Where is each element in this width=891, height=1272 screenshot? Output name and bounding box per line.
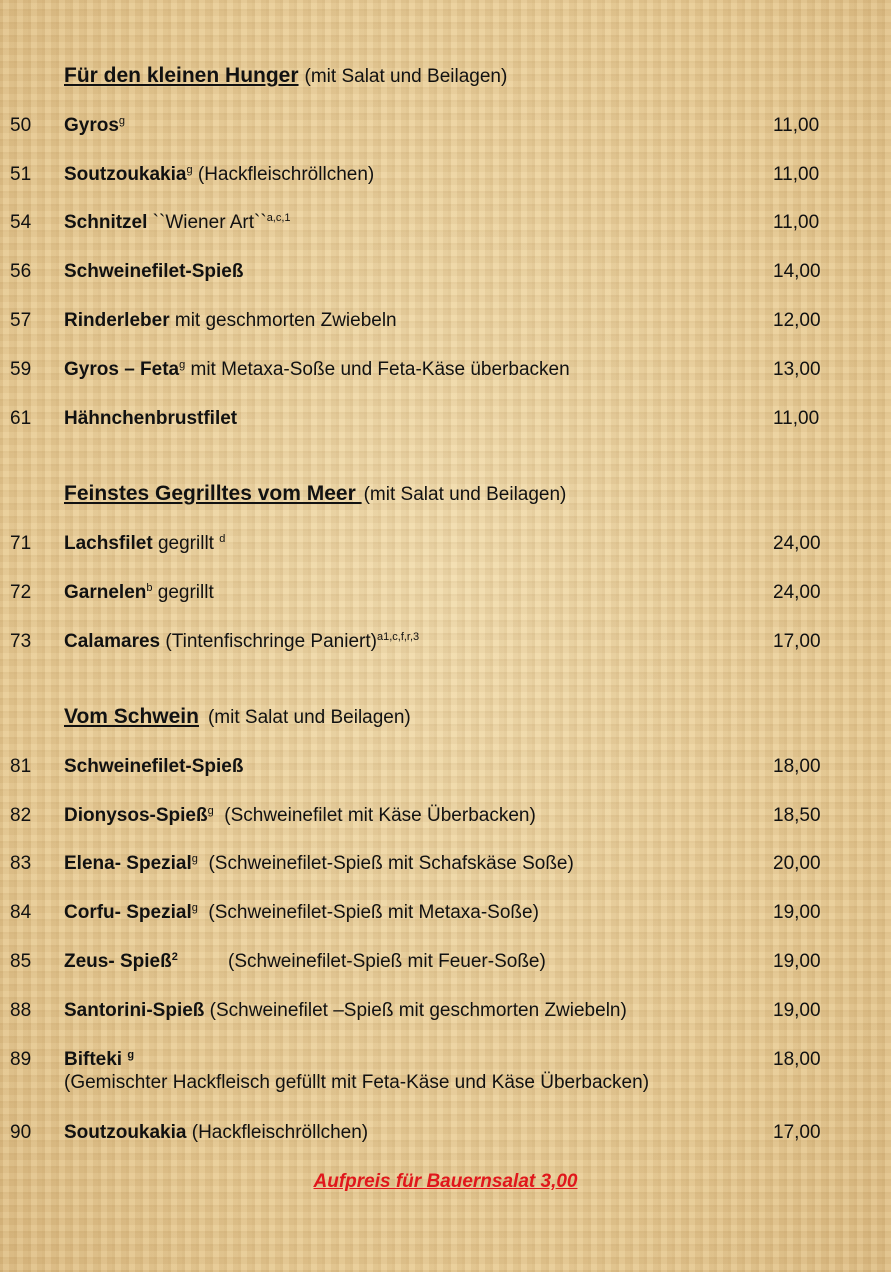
item-name: Corfu- Spezial xyxy=(64,902,192,923)
allergen-code: g xyxy=(191,902,198,914)
item-price: 19,00 xyxy=(773,1000,821,1021)
item-description: ``Wiener Art`` xyxy=(147,212,267,233)
menu-item xyxy=(0,853,891,883)
item-name: Bifteki xyxy=(64,1049,128,1070)
item-number: 89 xyxy=(10,1049,32,1070)
item-description: mit geschmorten Zwiebeln xyxy=(169,310,397,331)
item-price: 19,00 xyxy=(773,902,821,923)
section-title: Feinstes Gegrilltes vom Meer xyxy=(64,482,362,505)
item-name: Soutzoukakia xyxy=(64,164,187,185)
allergen-code: d xyxy=(219,533,226,545)
item-number: 85 xyxy=(10,951,32,972)
item-number: 54 xyxy=(10,212,32,233)
item-name: Schweinefilet-Spieß xyxy=(64,756,244,777)
item-price: 19,00 xyxy=(773,951,821,972)
section-heading xyxy=(64,705,411,729)
item-description: gegrillt xyxy=(152,533,220,554)
item-description: (Tintenfischringe Paniert) xyxy=(160,631,377,652)
item-number: 90 xyxy=(10,1122,32,1143)
section-title: Vom Schwein xyxy=(64,705,199,728)
item-name: Santorini-Spieß xyxy=(64,1000,205,1021)
menu-item xyxy=(0,805,891,835)
menu-item xyxy=(0,310,891,340)
menu-item xyxy=(0,1049,891,1103)
item-number: 84 xyxy=(10,902,32,923)
item-price: 18,00 xyxy=(773,756,821,777)
item-price: 11,00 xyxy=(773,212,820,233)
item-description: (Schweinefilet-Spieß mit Schafskäse Soße) xyxy=(197,853,574,874)
item-name: Dionysos-Spieß xyxy=(64,805,208,826)
item-price: 17,00 xyxy=(773,631,821,652)
section-note: (mit Salat und Beilagen) xyxy=(363,484,567,505)
item-name: Schnitzel xyxy=(64,212,148,233)
item-number: 51 xyxy=(10,164,32,185)
item-price: 20,00 xyxy=(773,853,821,874)
item-number: 50 xyxy=(10,115,32,136)
item-name: Calamares xyxy=(64,631,161,652)
allergen-code: g xyxy=(191,853,198,865)
item-price: 11,00 xyxy=(773,408,820,429)
section-note: (mit Salat und Beilagen) xyxy=(304,66,508,87)
item-description: (Schweinefilet mit Käse Überbacken) xyxy=(213,805,536,826)
item-number: 88 xyxy=(10,1000,32,1021)
menu-item xyxy=(0,902,891,932)
menu-item xyxy=(0,631,891,661)
item-number: 81 xyxy=(10,756,32,777)
item-number: 61 xyxy=(10,408,32,429)
item-description: mit Metaxa-Soße und Feta-Käse überbacken xyxy=(185,359,570,380)
allergen-code: a1,c,f,r,3 xyxy=(376,631,420,643)
item-price: 24,00 xyxy=(773,533,821,554)
section-note: (mit Salat und Beilagen) xyxy=(207,707,411,728)
item-price: 14,00 xyxy=(773,261,821,282)
item-number: 82 xyxy=(10,805,32,826)
item-description: (Schweinefilet-Spieß mit Metaxa-Soße) xyxy=(197,902,539,923)
menu-item xyxy=(0,359,891,389)
menu-item xyxy=(0,1122,891,1152)
menu-item xyxy=(0,212,891,242)
item-name: Gyros – Feta xyxy=(64,359,180,380)
item-description: (Gemischter Hackfleisch gefüllt mit Feta-Käse und Käse Überbacken) xyxy=(64,1072,650,1093)
item-number: 57 xyxy=(10,310,32,331)
item-number: 73 xyxy=(10,631,32,652)
allergen-code: 2 xyxy=(171,951,178,963)
item-name: Elena- Spezial xyxy=(64,853,192,874)
item-price: 24,00 xyxy=(773,582,821,603)
item-name: Schweinefilet-Spieß xyxy=(64,261,244,282)
menu-item xyxy=(0,115,891,145)
allergen-code: g xyxy=(127,1049,135,1061)
surcharge-note: Aufpreis für Bauernsalat 3,00 xyxy=(313,1171,578,1192)
item-price: 18,50 xyxy=(773,805,821,826)
item-number: 72 xyxy=(10,582,32,603)
item-description: (Hackfleischröllchen) xyxy=(192,164,375,185)
item-price: 13,00 xyxy=(773,359,821,380)
section-heading xyxy=(64,64,507,88)
allergen-code: b xyxy=(146,582,153,594)
menu-item xyxy=(0,1000,891,1030)
item-price: 12,00 xyxy=(773,310,821,331)
item-name: Gyros xyxy=(64,115,119,136)
item-price: 17,00 xyxy=(773,1122,821,1143)
menu-item xyxy=(0,951,891,981)
item-name: Garnelen xyxy=(64,582,147,603)
allergen-code: g xyxy=(207,805,214,817)
item-description: gegrillt xyxy=(152,582,214,603)
item-number: 83 xyxy=(10,853,32,874)
item-number: 56 xyxy=(10,261,32,282)
menu-item xyxy=(0,261,891,291)
section-heading xyxy=(64,482,566,506)
item-price: 11,00 xyxy=(773,115,820,136)
allergen-code: g xyxy=(118,115,126,127)
menu-item xyxy=(0,533,891,563)
section-title: Für den kleinen Hunger xyxy=(64,64,299,87)
allergen-code: g xyxy=(179,359,186,371)
item-number: 71 xyxy=(10,533,32,554)
item-number: 59 xyxy=(10,359,32,380)
item-name: Soutzoukakia xyxy=(64,1122,187,1143)
item-description: (Schweinefilet –Spieß mit geschmorten Zwiebeln) xyxy=(204,1000,627,1021)
menu-item xyxy=(0,582,891,612)
item-price: 11,00 xyxy=(773,164,820,185)
menu-item xyxy=(0,408,891,438)
item-price: 18,00 xyxy=(773,1049,821,1070)
allergen-code: g xyxy=(186,164,193,176)
allergen-code: a,c,1 xyxy=(266,212,291,224)
item-name: Zeus- Spieß xyxy=(64,951,172,972)
menu-item xyxy=(0,164,891,194)
item-name: Hähnchenbrustfilet xyxy=(64,408,238,429)
menu-item xyxy=(0,756,891,786)
item-name: Lachsfilet xyxy=(64,533,153,554)
item-name: Rinderleber xyxy=(64,310,170,331)
item-description: (Schweinefilet-Spieß mit Feuer-Soße) xyxy=(228,951,546,972)
item-description: (Hackfleischröllchen) xyxy=(186,1122,369,1143)
